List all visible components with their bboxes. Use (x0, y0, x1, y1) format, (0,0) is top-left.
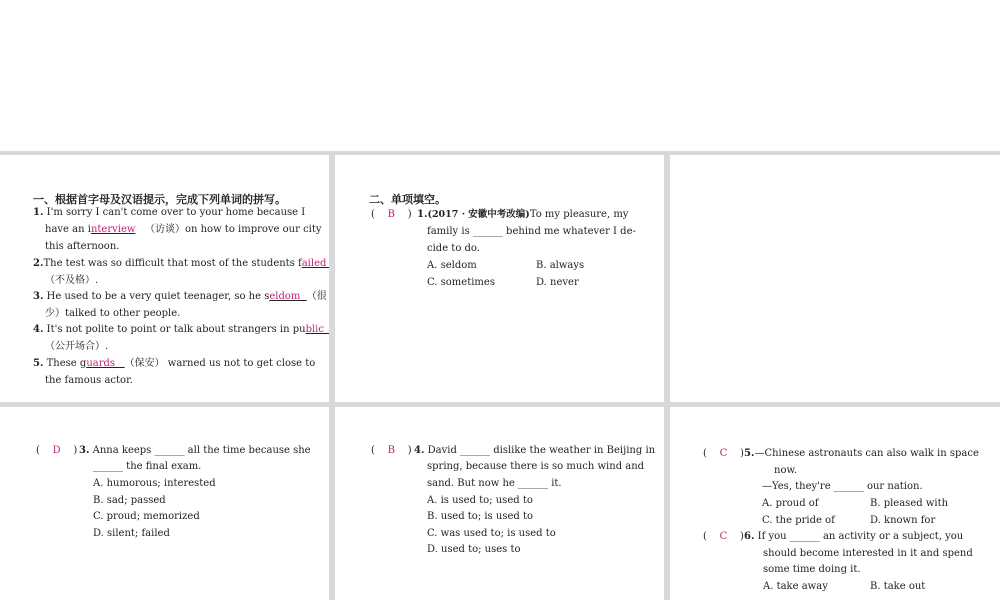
slide-panel-q4 (335, 407, 664, 600)
q3-answer: D (52, 445, 61, 456)
q6-line3: some time doing it. (763, 564, 861, 575)
q5-option-b: B. pleased with (870, 498, 949, 509)
q1-option-c: C. sometimes (427, 277, 495, 288)
q1-source: (2017 · 安徽中考改编) (427, 209, 530, 220)
q6-option-a: A. take away (763, 581, 828, 592)
item1-line1: 1. I'm sorry I can't come over to your home because I (33, 207, 306, 218)
slide-panel-spelling (0, 155, 329, 402)
q6-line2: should become interested in it and spend (763, 548, 973, 559)
q3-line2: ______ the final exam. (93, 461, 202, 472)
item2-answer: ailed (301, 258, 327, 269)
item4-line1: 4. It's not polite to point or talk about strangers in public (33, 324, 324, 335)
q5-line1: 5.—Chinese astronauts can also walk in space (744, 448, 979, 459)
item4-line2: （公开场合）. (45, 341, 109, 352)
q1-answer-box: ( B ) (371, 209, 412, 220)
slide-panel-blank (670, 155, 1000, 402)
q1-line3: cide to do. (427, 243, 480, 254)
q1-answer: B (387, 209, 395, 220)
q5-option-c: C. the pride of (762, 515, 835, 526)
item3-answer: eldom (269, 291, 301, 302)
q5-option-a: A. proud of (762, 498, 819, 509)
q3-line1: 3. Anna keeps ______ all the time because she (79, 445, 311, 456)
slide-panel-q1 (335, 155, 664, 402)
q6-option-b: B. take out (870, 581, 926, 592)
q3-option-a: A. humorous; interested (93, 478, 216, 489)
q3-option-d: D. silent; failed (93, 528, 170, 539)
item5-line1: 5. These guards （保安） warned us not to get close to (33, 358, 316, 369)
q6-answer-box: ( C ) (703, 531, 744, 542)
section2-title: 二、单项填空。 (369, 193, 446, 206)
q5-answer: C (719, 448, 728, 459)
q6-line1: 6. If you ______ an activity or a subject, you (744, 531, 964, 542)
q5-option-d: D. known for (870, 515, 936, 526)
q4-option-d: D. used to; uses to (427, 544, 521, 555)
q4-answer: B (387, 445, 395, 456)
slide-panel-q3 (0, 407, 329, 600)
q5-line2: now. (774, 465, 798, 476)
q4-option-b: B. used to; is used to (427, 511, 533, 522)
q4-line2: spring, because there is so much wind and (427, 461, 645, 472)
q5-answer-box: ( C ) (703, 448, 744, 459)
q4-line1: 4. David ______ dislike the weather in Beijing in (414, 445, 656, 456)
slide-panel-q5-q6 (670, 407, 1000, 600)
top-blank-area (0, 0, 1000, 152)
q1-option-a: A. seldom (427, 260, 477, 271)
q1-line1: 1.(2017 · 安徽中考改编)To my pleasure, my (417, 209, 629, 220)
item1-answer: nterview (90, 224, 136, 235)
item3-line2: 少）talked to other people. (45, 308, 181, 319)
q4-line3: sand. But now he ______ it. (427, 478, 562, 489)
q3-option-c: C. proud; memorized (93, 511, 200, 522)
q4-answer-box: ( B ) (371, 445, 412, 456)
q1-line2: family is ______ behind me whatever I de- (427, 226, 636, 237)
item4-answer: blic (305, 324, 324, 335)
q3-answer-box: ( D ) (36, 445, 78, 456)
item1-line3: this afternoon. (45, 241, 120, 252)
q3-option-b: B. sad; passed (93, 495, 166, 506)
item2-line2: （不及格）. (45, 275, 99, 286)
q1-option-d: D. never (536, 277, 579, 288)
item1-line2: have an interview （访谈）on how to improve our city (45, 224, 322, 235)
q6-answer: C (719, 531, 728, 542)
q4-option-a: A. is used to; used to (427, 495, 533, 506)
q5-line3: —Yes, they're ______ our nation. (762, 481, 923, 492)
q1-option-b: B. always (536, 260, 585, 271)
section1-title: 一、根据首字母及汉语提示，完成下列单词的拼写。 (33, 193, 286, 206)
item3-line1: 3. He used to be a very quiet teenager, so he seldom （很 (33, 291, 327, 302)
item5-line2: the famous actor. (45, 375, 133, 386)
q4-option-c: C. was used to; is used to (427, 528, 556, 539)
item5-answer: uards (86, 358, 116, 369)
item2-line1: 2.The test was so difficult that most of the students failed (33, 258, 327, 269)
